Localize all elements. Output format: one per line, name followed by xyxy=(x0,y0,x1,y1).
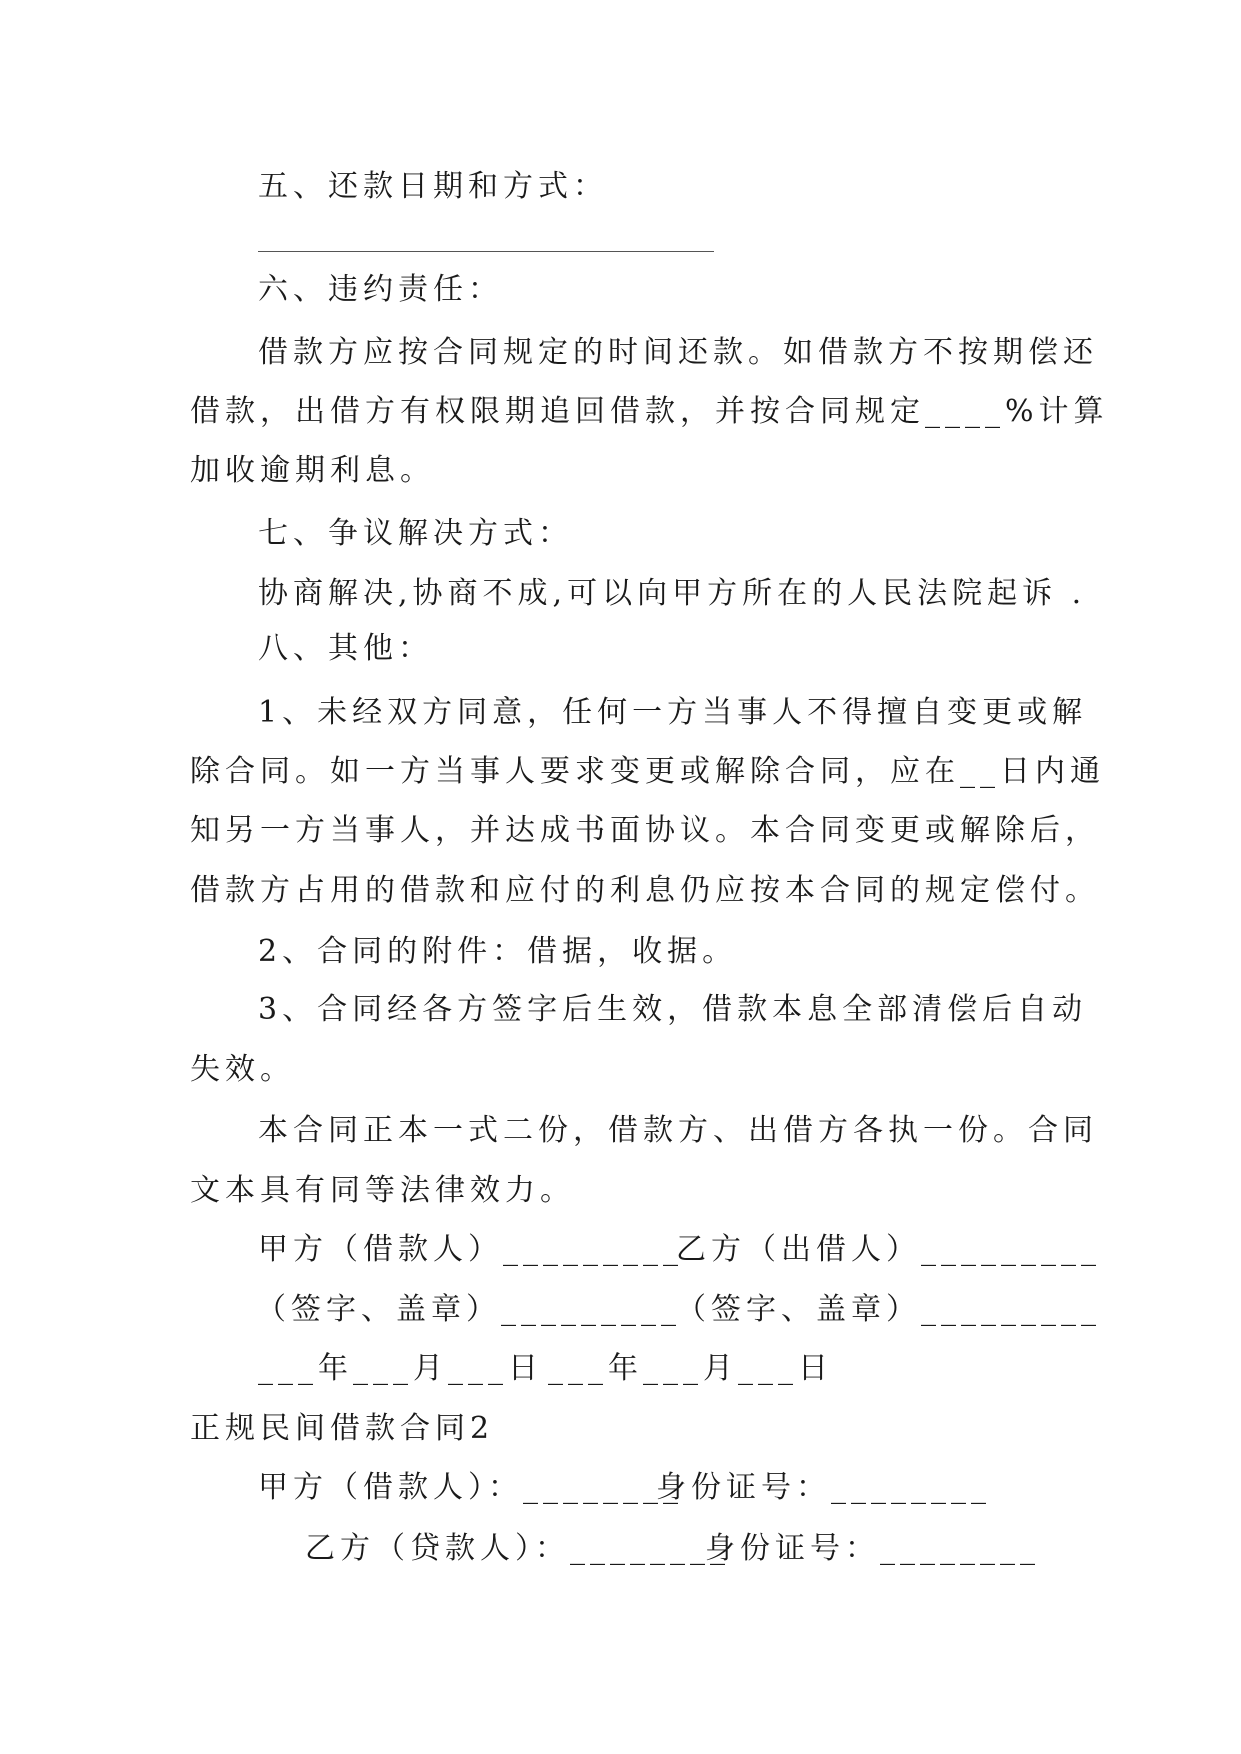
section-8-item-2: 2、合同的附件：借据，收据。 xyxy=(258,934,738,969)
repayment-blank-line xyxy=(258,251,714,252)
party-b-date: ___年___月___日 xyxy=(548,1351,833,1386)
section-5-title: 五、还款日期和方式： xyxy=(258,169,608,204)
contract-2-party-a-id: 身份证号：________ xyxy=(656,1470,991,1505)
section-7-title: 七、争议解决方式： xyxy=(258,516,573,551)
contract-2-title: 正规民间借款合同2 xyxy=(190,1411,495,1446)
section-8-title: 八、其他： xyxy=(258,631,433,666)
party-b-signature: 乙方（出借人）_________ xyxy=(676,1232,1101,1267)
section-6-title: 六、违约责任： xyxy=(258,272,503,307)
section-6-body-line-3: 加收逾期利息。 xyxy=(190,453,435,488)
section-8-item-3-line-1: 3、合同经各方签字后生效，借款本息全部清偿后自动 xyxy=(258,992,1088,1027)
section-6-body-line-1: 借款方应按合同规定的时间还款。如借款方不按期偿还 xyxy=(258,335,1098,370)
section-8-item-3-line-2: 失效。 xyxy=(190,1052,295,1087)
section-8-item-1-line-3: 知另一方当事人，并达成书面协议。本合同变更或解除后， xyxy=(190,813,1100,848)
party-a-date: ___年___月___日 xyxy=(258,1351,543,1386)
party-b-seal: （签字、盖章）_________ xyxy=(676,1292,1101,1327)
party-a-seal: （签字、盖章）_________ xyxy=(256,1292,681,1327)
contract-2-party-a: 甲方（借款人）：________ xyxy=(258,1470,683,1505)
copies-clause-line-1: 本合同正本一式二份，借款方、出借方各执一份。合同 xyxy=(258,1113,1098,1148)
contract-2-party-b: 乙方（贷款人）：________ xyxy=(305,1531,730,1566)
section-8-item-1-line-2: 除合同。如一方当事人要求变更或解除合同，应在__日内通 xyxy=(190,754,1105,789)
contract-2-party-b-id: 身份证号：________ xyxy=(705,1531,1040,1566)
party-a-signature: 甲方（借款人）_________ xyxy=(258,1232,683,1267)
section-6-body-line-2: 借款，出借方有权限期追回借款，并按合同规定____%计算 xyxy=(190,394,1109,429)
section-7-body: 协商解决,协商不成,可以向甲方所在的人民法院起诉 . xyxy=(258,576,1087,611)
section-8-item-1-line-1: 1、未经双方同意，任何一方当事人不得擅自变更或解 xyxy=(258,695,1088,730)
copies-clause-line-2: 文本具有同等法律效力。 xyxy=(190,1173,575,1208)
section-8-item-1-line-4: 借款方占用的借款和应付的利息仍应按本合同的规定偿付。 xyxy=(190,873,1100,908)
